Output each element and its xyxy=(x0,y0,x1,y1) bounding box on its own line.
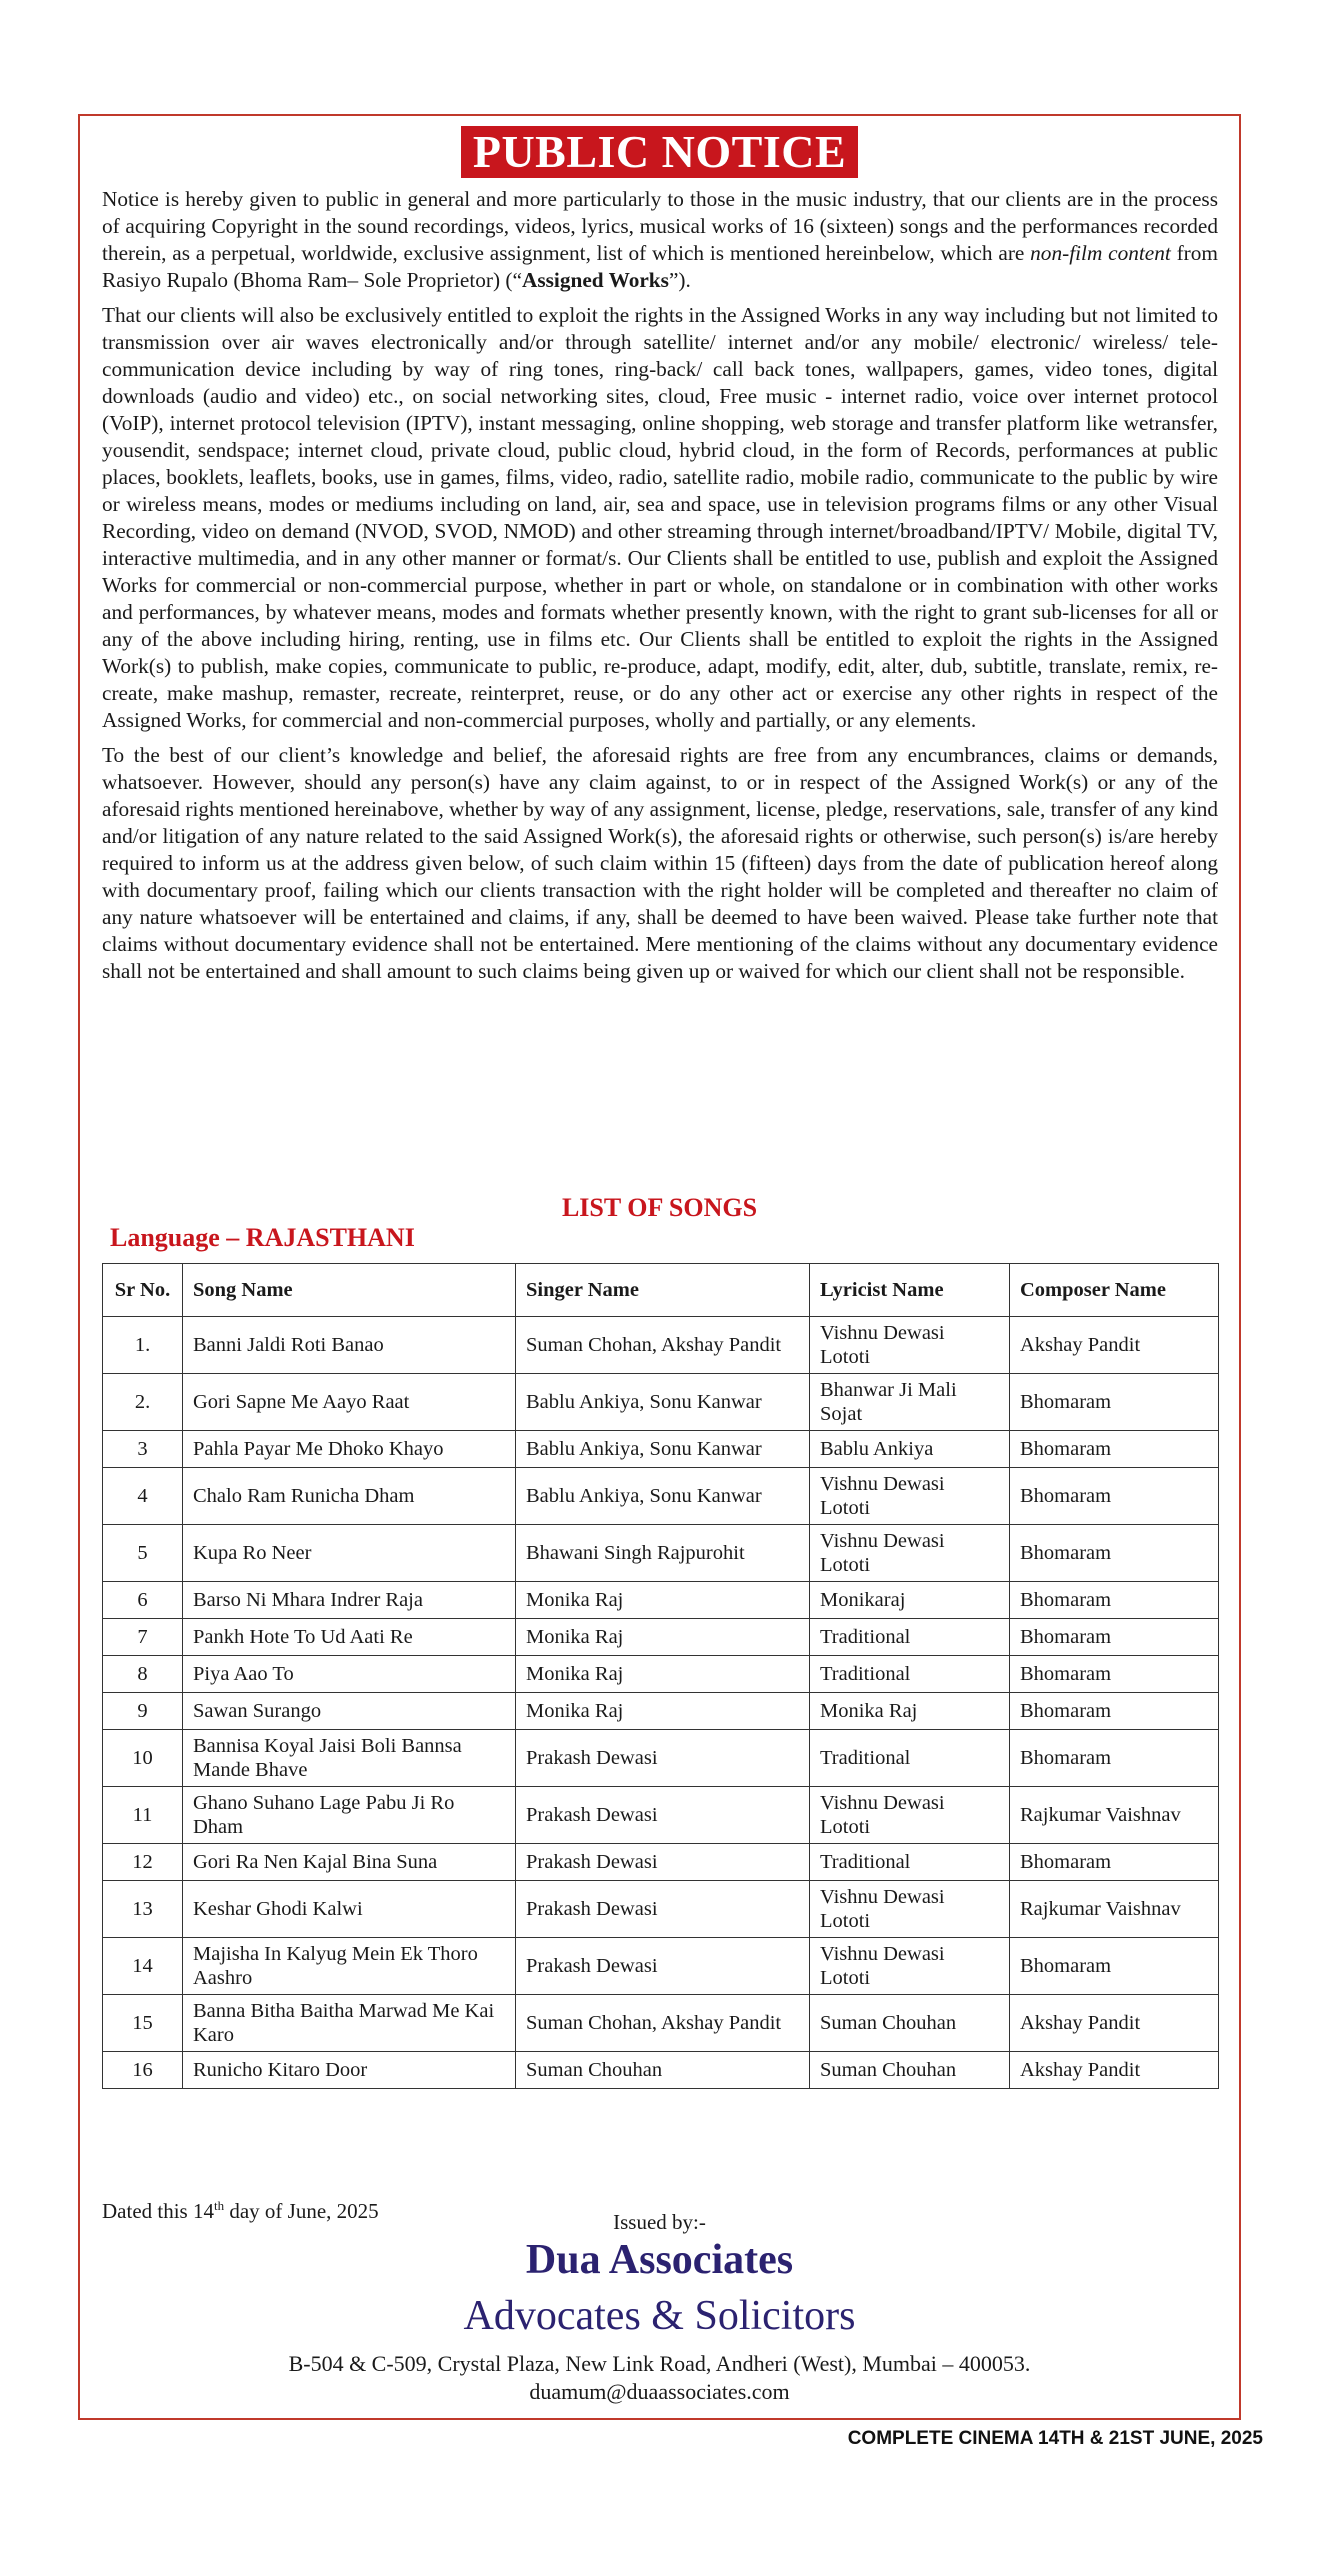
cell-song-name: Ghano Suhano Lage Pabu Ji Ro Dham xyxy=(183,1787,516,1844)
cell-composer-name: Bhomaram xyxy=(1010,1374,1219,1431)
cell-sr-no: 1. xyxy=(103,1317,183,1374)
cell-composer-name: Bhomaram xyxy=(1010,1938,1219,1995)
table-row xyxy=(103,1693,1219,1730)
table-row xyxy=(103,2052,1219,2089)
cell-composer-name: Bhomaram xyxy=(1010,1730,1219,1787)
cell-song-name: Majisha In Kalyug Mein Ek Thoro Aashro xyxy=(183,1938,516,1995)
cell-sr-no: 13 xyxy=(103,1881,183,1938)
cell-lyricist-name: Vishnu Dewasi Lototi xyxy=(810,1938,1010,1995)
cell-composer-name: Akshay Pandit xyxy=(1010,1995,1219,2052)
cell-singer-name: Bhawani Singh Rajpurohit xyxy=(516,1525,810,1582)
cell-sr-no: 5 xyxy=(103,1525,183,1582)
cell-song-name: Chalo Ram Runicha Dham xyxy=(183,1468,516,1525)
cell-lyricist-name: Vishnu Dewasi Lototi xyxy=(810,1787,1010,1844)
cell-singer-name: Prakash Dewasi xyxy=(516,1844,810,1881)
cell-singer-name: Suman Chohan, Akshay Pandit xyxy=(516,1317,810,1374)
cell-song-name: Sawan Surango xyxy=(183,1693,516,1730)
cell-composer-name: Rajkumar Vaishnav xyxy=(1010,1881,1219,1938)
cell-lyricist-name: Monika Raj xyxy=(810,1693,1010,1730)
header-sr-no: Sr No. xyxy=(103,1264,183,1317)
cell-singer-name: Prakash Dewasi xyxy=(516,1730,810,1787)
language-label: Language – RAJASTHANI xyxy=(110,1223,415,1252)
title-wrap xyxy=(80,126,1239,178)
cell-song-name: Kupa Ro Neer xyxy=(183,1525,516,1582)
cell-composer-name: Bhomaram xyxy=(1010,1468,1219,1525)
cell-song-name: Pankh Hote To Ud Aati Re xyxy=(183,1619,516,1656)
cell-song-name: Banna Bitha Baitha Marwad Me Kai Karo xyxy=(183,1995,516,2052)
cell-singer-name: Prakash Dewasi xyxy=(516,1787,810,1844)
firm-name: Dua Associates xyxy=(525,2237,794,2283)
cell-song-name: Banni Jaldi Roti Banao xyxy=(183,1317,516,1374)
cell-song-name: Barso Ni Mhara Indrer Raja xyxy=(183,1582,516,1619)
notice-title: PUBLIC NOTICE xyxy=(461,126,858,178)
cell-composer-name: Akshay Pandit xyxy=(1010,2052,1219,2089)
cell-singer-name: Monika Raj xyxy=(516,1619,810,1656)
notice-frame xyxy=(78,114,1241,2420)
table-row xyxy=(103,1374,1219,1431)
cell-singer-name: Suman Chouhan xyxy=(516,2052,810,2089)
table-row xyxy=(103,1787,1219,1844)
table-row xyxy=(103,1619,1219,1656)
cell-sr-no: 15 xyxy=(103,1995,183,2052)
cell-singer-name: Bablu Ankiya, Sonu Kanwar xyxy=(516,1374,810,1431)
cell-singer-name: Prakash Dewasi xyxy=(516,1881,810,1938)
cell-sr-no: 9 xyxy=(103,1693,183,1730)
header-song-name: Song Name xyxy=(183,1264,516,1317)
cell-lyricist-name: Monikaraj xyxy=(810,1582,1010,1619)
firm-email[interactable]: duamum@duaassociates.com xyxy=(529,2379,790,2404)
cell-sr-no: 10 xyxy=(103,1730,183,1787)
paragraph-1: Notice is hereby given to public in general and more particularly to those in the music industry, that our clients are in the process of acquiring Copyright in the sound recordings, videos, lyrics, musical works of 16 (sixteen) songs and the performances recorded therein, as a perpetual, worldwide, exclusive assignment, list of which is mentioned hereinbelow, which are non-film content from Rasiyo Rupalo (Bhoma Ram– Sole Proprietor) (“Assigned Works”). xyxy=(102,187,1218,292)
cell-lyricist-name: Traditional xyxy=(810,1730,1010,1787)
header-singer-name: Singer Name xyxy=(516,1264,810,1317)
cell-composer-name: Bhomaram xyxy=(1010,1693,1219,1730)
songs-table-body xyxy=(103,1317,1219,2089)
cell-sr-no: 12 xyxy=(103,1844,183,1881)
publication-footer: COMPLETE CINEMA 14TH & 21ST JUNE, 2025 xyxy=(847,2428,1263,2449)
cell-lyricist-name: Vishnu Dewasi Lototi xyxy=(810,1525,1010,1582)
cell-composer-name: Bhomaram xyxy=(1010,1431,1219,1468)
cell-lyricist-name: Suman Chouhan xyxy=(810,1995,1010,2052)
cell-lyricist-name: Traditional xyxy=(810,1844,1010,1881)
table-row xyxy=(103,1730,1219,1787)
cell-song-name: Pahla Payar Me Dhoko Khayo xyxy=(183,1431,516,1468)
cell-singer-name: Monika Raj xyxy=(516,1693,810,1730)
table-row xyxy=(103,1525,1219,1582)
header-lyricist-name: Lyricist Name xyxy=(810,1264,1010,1317)
paragraph-2: That our clients will also be exclusively entitled to exploit the rights in the Assigned Works in any way including but not limited to transmission over air waves electronically and/or through satellite/ internet and/or any mobile/ electronic/ wireless/ tele-communication device including by way of ring tones, ring-back/ call back tones, wallpapers, games, video tones, digital downloads (audio and video) etc., on social networking sites, cloud, Free music - internet radio, voice over internet protocol (VoIP), internet protocol television (IPTV), instant messaging, online shopping, web storage and transfer platform like wetransfer, yousendit, sendspace; internet cloud, private cloud, public cloud, hybrid cloud, in the form of Records, performances at public places, booklets, leaflets, books, use in games, films, video, radio, satellite radio, mobile radio, communicate to the public by wire or wireless means, modes or mediums including on land, air, sea and space, use in television programs films or any other Visual Recording, video on demand (NVOD, SVOD, NMOD) and other streaming through internet/broadband/IPTV/ Mobile, digital TV, interactive multimedia, and in any other manner or format/s. Our Clients shall be entitled to use, publish and exploit the Assigned Works for commercial or non-commercial purpose, whether in part or whole, on standalone or in combination with other works and performances, by whatever means, modes and formats whether presently known, with the right to grant sub-licenses for all or any of the above including hiring, renting, use in films etc. Our Clients shall be entitled to exploit the rights in the Assigned Work(s) to publish, make copies, communicate to public, re-produce, adapt, modify, edit, alter, dub, subtitle, translate, remix, re-create, make mashup, remaster, recreate, reinterpret, reuse, or do any other act or exercise any other rights in respect of the Assigned Works, for commercial and non-commercial purposes, wholly and partially, or any elements. xyxy=(102,303,1218,732)
table-row xyxy=(103,1582,1219,1619)
cell-singer-name: Monika Raj xyxy=(516,1656,810,1693)
cell-song-name: Piya Aao To xyxy=(183,1656,516,1693)
table-row xyxy=(103,1938,1219,1995)
header-composer-name: Composer Name xyxy=(1010,1264,1219,1317)
cell-singer-name: Suman Chohan, Akshay Pandit xyxy=(516,1995,810,2052)
non-film-content-emphasis: non-film content xyxy=(1030,241,1171,265)
cell-singer-name: Prakash Dewasi xyxy=(516,1938,810,1995)
cell-lyricist-name: Traditional xyxy=(810,1619,1010,1656)
songs-table xyxy=(102,1263,1219,2089)
cell-composer-name: Rajkumar Vaishnav xyxy=(1010,1787,1219,1844)
assigned-works-term: Assigned Works xyxy=(521,268,669,292)
list-of-songs-heading: LIST OF SONGS xyxy=(561,1193,758,1222)
cell-sr-no: 7 xyxy=(103,1619,183,1656)
cell-sr-no: 4 xyxy=(103,1468,183,1525)
cell-lyricist-name: Vishnu Dewasi Lototi xyxy=(810,1317,1010,1374)
cell-lyricist-name: Traditional xyxy=(810,1656,1010,1693)
cell-sr-no: 11 xyxy=(103,1787,183,1844)
cell-composer-name: Bhomaram xyxy=(1010,1582,1219,1619)
cell-sr-no: 6 xyxy=(103,1582,183,1619)
table-row xyxy=(103,1844,1219,1881)
cell-composer-name: Bhomaram xyxy=(1010,1525,1219,1582)
cell-singer-name: Monika Raj xyxy=(516,1582,810,1619)
dated-line: Dated this 14th day of June, 2025 xyxy=(102,2198,379,2223)
cell-sr-no: 3 xyxy=(103,1431,183,1468)
cell-sr-no: 2. xyxy=(103,1374,183,1431)
cell-lyricist-name: Bhanwar Ji Mali Sojat xyxy=(810,1374,1010,1431)
cell-song-name: Bannisa Koyal Jaisi Boli Bannsa Mande Bhave xyxy=(183,1730,516,1787)
cell-composer-name: Bhomaram xyxy=(1010,1656,1219,1693)
cell-composer-name: Bhomaram xyxy=(1010,1844,1219,1881)
table-row xyxy=(103,1468,1219,1525)
cell-lyricist-name: Bablu Ankiya xyxy=(810,1431,1010,1468)
firm-address: B-504 & C-509, Crystal Plaza, New Link Road, Andheri (West), Mumbai – 400053. xyxy=(288,2351,1031,2376)
notice-body xyxy=(102,186,1218,993)
cell-song-name: Gori Sapne Me Aayo Raat xyxy=(183,1374,516,1431)
cell-composer-name: Akshay Pandit xyxy=(1010,1317,1219,1374)
cell-singer-name: Bablu Ankiya, Sonu Kanwar xyxy=(516,1431,810,1468)
table-row xyxy=(103,1656,1219,1693)
cell-song-name: Keshar Ghodi Kalwi xyxy=(183,1881,516,1938)
table-row xyxy=(103,1431,1219,1468)
table-header-row xyxy=(103,1264,1219,1317)
cell-sr-no: 16 xyxy=(103,2052,183,2089)
cell-song-name: Gori Ra Nen Kajal Bina Suna xyxy=(183,1844,516,1881)
table-row xyxy=(103,1317,1219,1374)
table-row xyxy=(103,1995,1219,2052)
cell-sr-no: 14 xyxy=(103,1938,183,1995)
paragraph-3: To the best of our client’s knowledge and belief, the aforesaid rights are free from any encumbrances, claims or demands, whatsoever. However, should any person(s) have any claim against, to or in respect of the Assigned Work(s) or any of the aforesaid rights mentioned hereinabove, whether by way of any assignment, license, pledge, reservations, sale, transfer of any kind and/or litigation of any nature related to the said Assigned Work(s), the aforesaid rights or otherwise, such person(s) is/are hereby required to inform us at the address given below, of such claim within 15 (fifteen) days from the date of publication hereof along with documentary proof, failing which our clients transaction with the right holder will be completed and thereafter no claim of any nature whatsoever will be entertained and claims, if any, shall be deemed to have been waived. Please take further note that claims without documentary evidence shall not be entertained. Mere mentioning of the claims without any documentary evidence shall not be entertained and shall amount to such claims being given up or waived for which our client shall not be responsible. xyxy=(102,743,1218,983)
cell-sr-no: 8 xyxy=(103,1656,183,1693)
cell-singer-name: Bablu Ankiya, Sonu Kanwar xyxy=(516,1468,810,1525)
issued-by: Issued by:- xyxy=(613,2210,706,2234)
cell-lyricist-name: Vishnu Dewasi Lototi xyxy=(810,1468,1010,1525)
cell-composer-name: Bhomaram xyxy=(1010,1619,1219,1656)
table-row xyxy=(103,1881,1219,1938)
firm-subtitle: Advocates & Solicitors xyxy=(463,2293,856,2339)
cell-lyricist-name: Vishnu Dewasi Lototi xyxy=(810,1881,1010,1938)
cell-song-name: Runicho Kitaro Door xyxy=(183,2052,516,2089)
cell-lyricist-name: Suman Chouhan xyxy=(810,2052,1010,2089)
